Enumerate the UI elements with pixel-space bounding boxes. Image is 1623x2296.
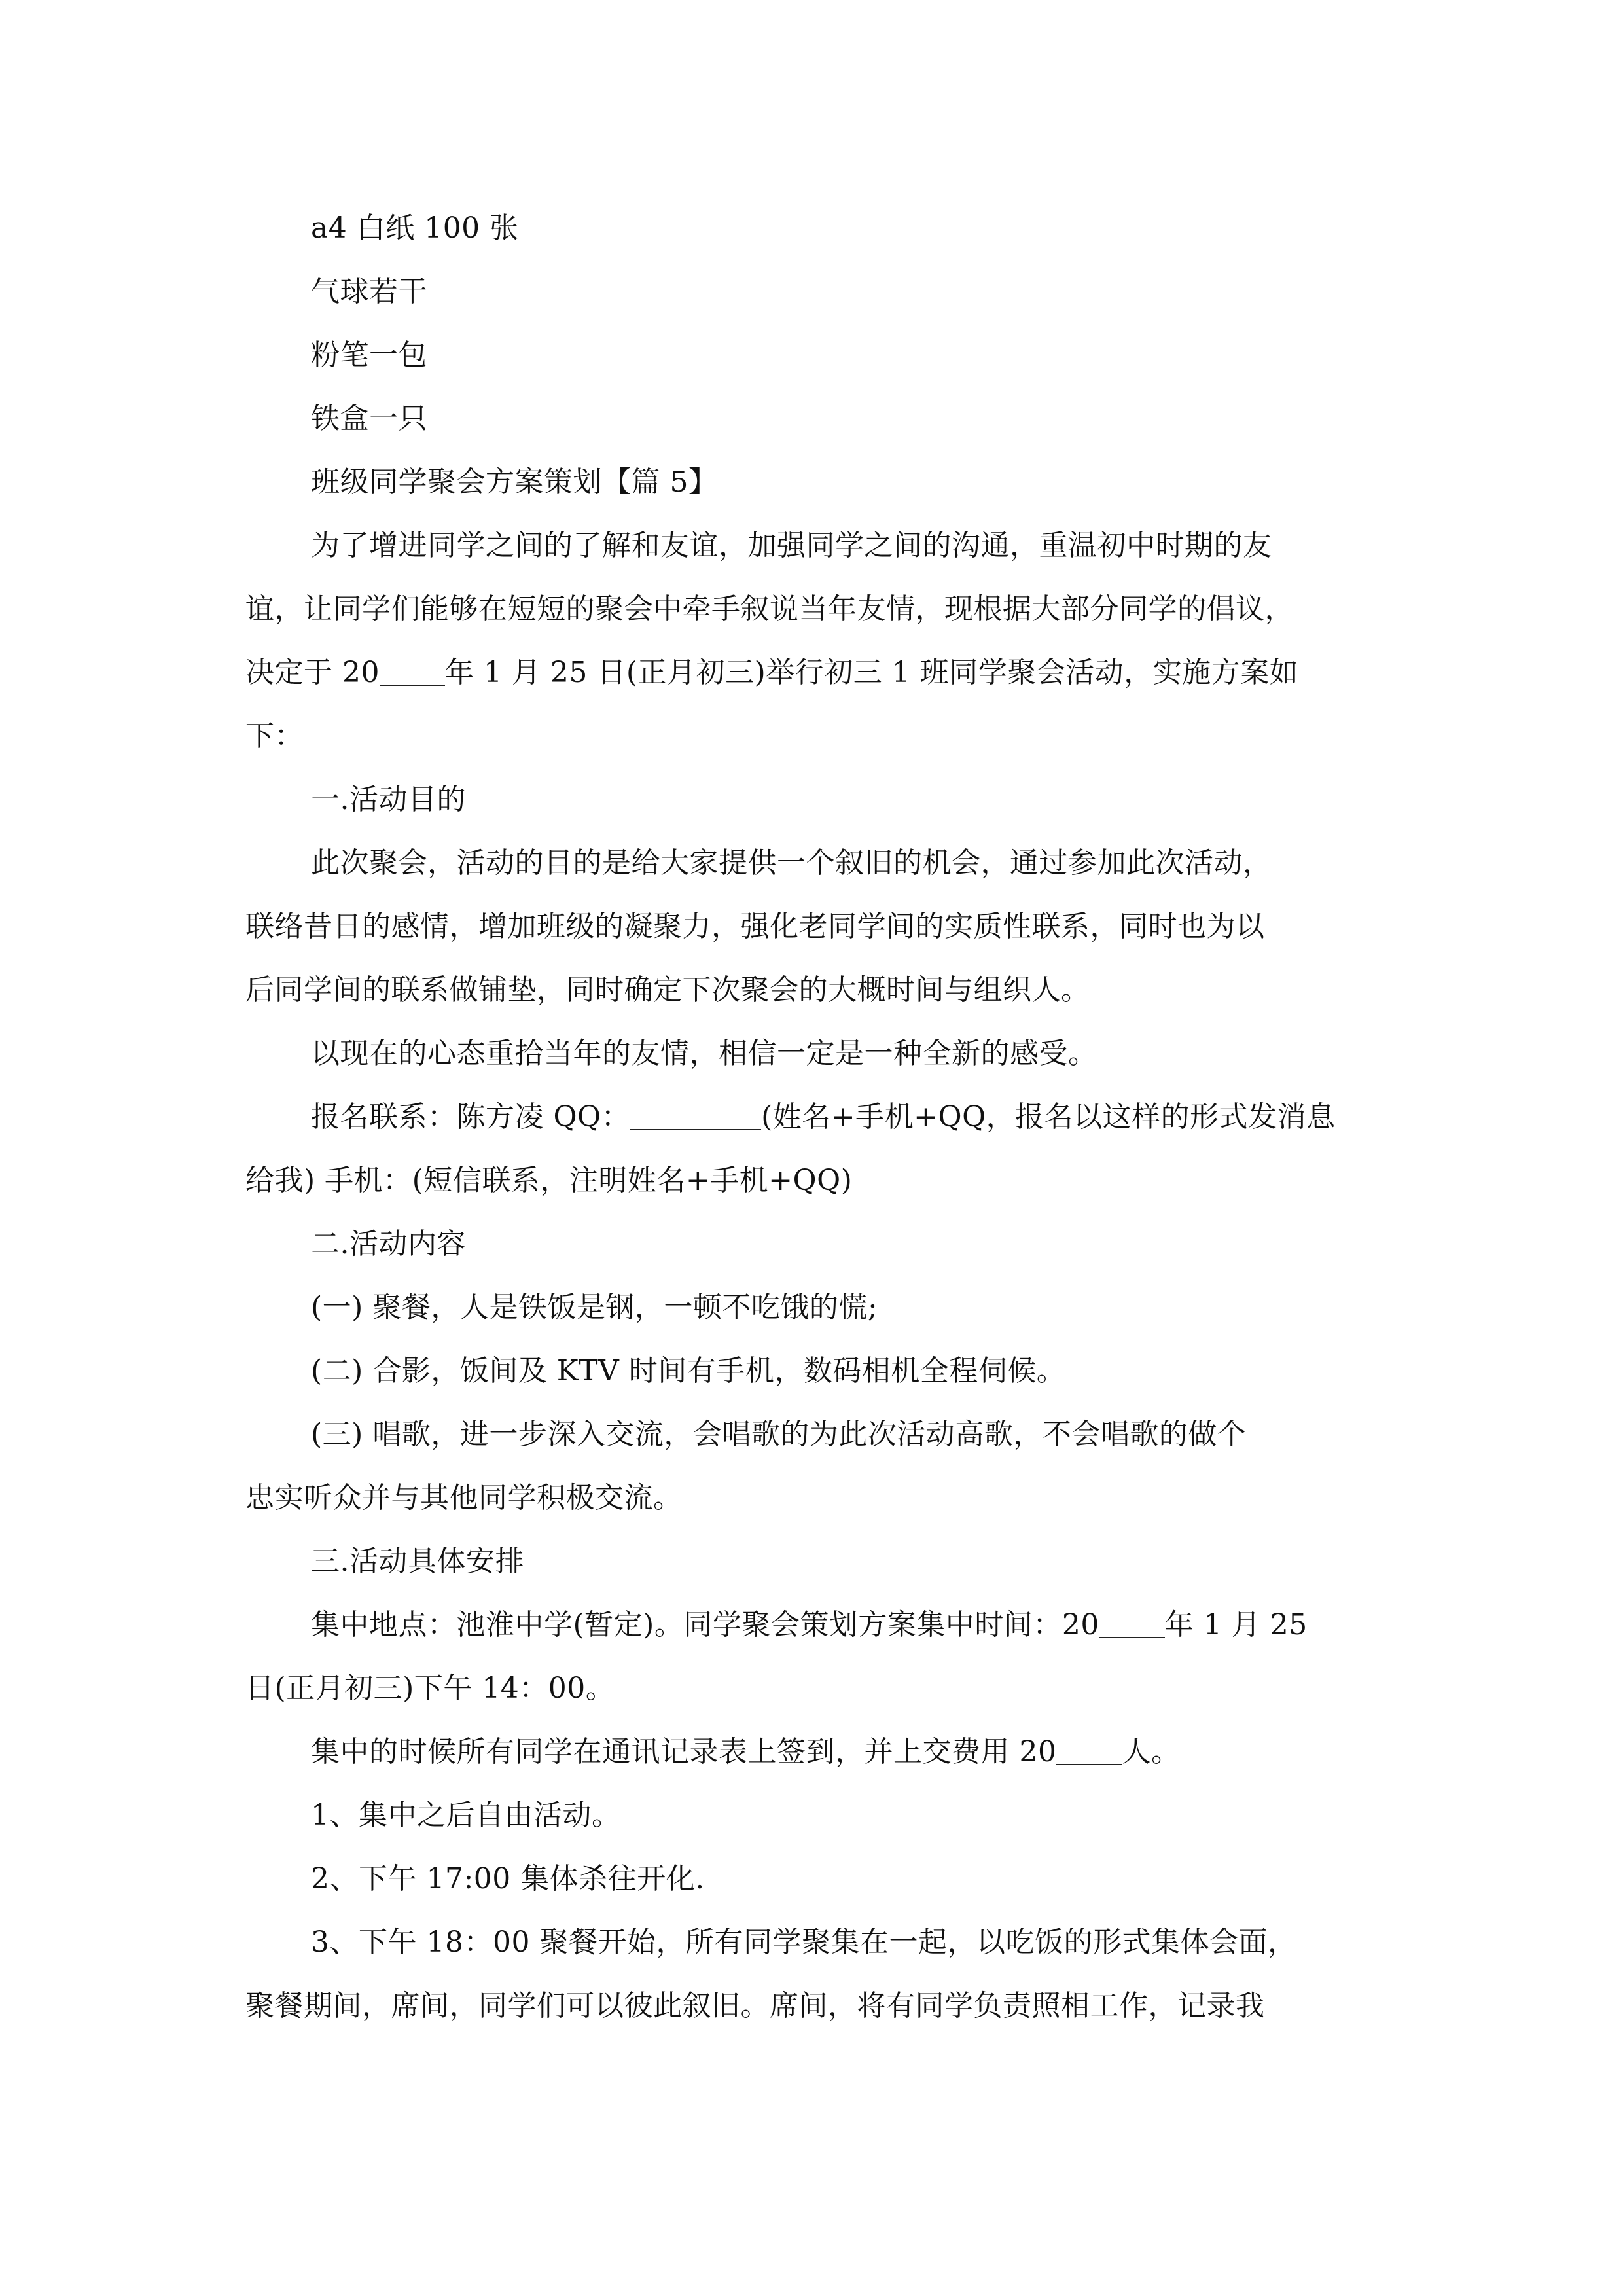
intro-line-3-text-a: 决定于 20 bbox=[245, 656, 380, 689]
schedule-item-3-text-2: 聚餐期间，席间，同学们可以彼此叙旧。席间，将有同学负责照相工作，记录我 bbox=[245, 1989, 1265, 2022]
schedule-item-2-text: 2、下午 17:00 集体杀往开化. bbox=[311, 1862, 705, 1895]
year-blank bbox=[380, 658, 445, 686]
schedule-item-3-text-1: 3、下午 18：00 聚餐开始，所有同学聚集在一起，以吃饭的形式集体会面， bbox=[311, 1926, 1297, 1959]
meeting-place-line-1 bbox=[245, 1593, 1384, 1657]
content-item-dinner bbox=[245, 1276, 1384, 1339]
document-body bbox=[245, 196, 1384, 2037]
purpose-paragraph-line-2 bbox=[245, 895, 1384, 958]
schedule-item-1 bbox=[245, 1784, 1384, 1847]
purpose-line-3-text: 后同学间的联系做铺垫，同时确定下次聚会的大概时间与组织人。 bbox=[245, 973, 1090, 1007]
intro-paragraph-line-1 bbox=[245, 514, 1384, 577]
supply-item-paper-text: a4 白纸 100 张 bbox=[311, 211, 519, 245]
supply-item-chalk-text: 粉笔一包 bbox=[311, 338, 427, 372]
meeting-place-text-a: 集中地点：池淮中学(暂定)。同学聚会策划方案集中时间：20 bbox=[311, 1608, 1099, 1641]
purpose-line-1-text: 此次聚会，活动的目的是给大家提供一个叙旧的机会，通过参加此次活动， bbox=[311, 846, 1272, 880]
content-item-photo-text: (二) 合影，饭间及 KTV 时间有手机，数码相机全程伺候。 bbox=[311, 1354, 1066, 1388]
content-item-singing-line-2 bbox=[245, 1466, 1384, 1530]
sign-in-text-b: 人。 bbox=[1122, 1735, 1181, 1768]
mindset-text: 以现在的心态重拾当年的友情，相信一定是一种全新的感受。 bbox=[311, 1037, 1097, 1070]
supply-item-balloons-text: 气球若干 bbox=[311, 275, 427, 308]
intro-paragraph-line-3 bbox=[245, 641, 1384, 704]
heading-activity-content bbox=[245, 1212, 1384, 1276]
intro-line-2-text: 谊，让同学们能够在短短的聚会中牵手叙说当年友情，现根据大部分同学的倡议， bbox=[245, 592, 1294, 626]
mindset-paragraph bbox=[245, 1022, 1384, 1085]
meeting-place-line-2 bbox=[245, 1657, 1384, 1720]
supply-item-balloons bbox=[245, 260, 1384, 323]
sign-in-text-a: 集中的时候所有同学在通讯记录表上签到，并上交费用 20 bbox=[311, 1735, 1057, 1768]
sign-in-paragraph bbox=[245, 1720, 1384, 1784]
purpose-line-2-text: 联络昔日的感情，增加班级的凝聚力，强化老同学间的实质性联系，同时也为以 bbox=[245, 910, 1265, 943]
intro-line-3-text-b: 年 1 月 25 日(正月初三)举行初三 1 班同学聚会活动，实施方案如 bbox=[444, 656, 1299, 689]
purpose-paragraph-line-3 bbox=[245, 958, 1384, 1022]
meeting-time-text: 日(正月初三)下午 14：00。 bbox=[245, 1672, 615, 1705]
heading-schedule-text: 三.活动具体安排 bbox=[311, 1545, 524, 1578]
content-item-singing-text-1: (三) 唱歌，进一步深入交流，会唱歌的为此次活动高歌，不会唱歌的做个 bbox=[311, 1418, 1247, 1451]
intro-line-1-text: 为了增进同学之间的了解和友谊，加强同学之间的沟通，重温初中时期的友 bbox=[311, 529, 1272, 562]
registration-contact-text: 报名联系：陈方凌 QQ： bbox=[311, 1100, 631, 1134]
heading-activity-purpose bbox=[245, 768, 1384, 831]
content-item-dinner-text: (一) 聚餐，人是铁饭是钢，一顿不吃饿的慌; bbox=[311, 1291, 878, 1324]
supply-item-tin-box bbox=[245, 387, 1384, 450]
schedule-item-3-line-1 bbox=[245, 1910, 1384, 1974]
registration-line-2 bbox=[245, 1149, 1384, 1212]
section-title bbox=[245, 450, 1384, 514]
registration-line-1 bbox=[245, 1085, 1384, 1149]
purpose-paragraph-line-1 bbox=[245, 831, 1384, 895]
qq-blank bbox=[630, 1103, 761, 1130]
schedule-item-3-line-2 bbox=[245, 1974, 1384, 2037]
heading-activity-content-text: 二.活动内容 bbox=[311, 1227, 466, 1261]
registration-phone-text: 给我) 手机：(短信联系，注明姓名+手机+QQ) bbox=[245, 1164, 853, 1197]
intro-paragraph-line-2 bbox=[245, 577, 1384, 641]
schedule-item-2 bbox=[245, 1847, 1384, 1910]
content-item-singing-line-1 bbox=[245, 1403, 1384, 1466]
meeting-year-blank bbox=[1099, 1611, 1165, 1638]
registration-format-text: (姓名+手机+QQ，报名以这样的形式发消息 bbox=[761, 1100, 1336, 1134]
schedule-item-1-text: 1、集中之后自由活动。 bbox=[311, 1799, 621, 1832]
meeting-place-text-b: 年 1 月 25 bbox=[1164, 1608, 1308, 1641]
intro-paragraph-line-4 bbox=[245, 704, 1384, 768]
content-item-photo bbox=[245, 1339, 1384, 1403]
heading-schedule bbox=[245, 1530, 1384, 1593]
supply-item-paper bbox=[245, 196, 1384, 260]
fee-blank bbox=[1056, 1738, 1122, 1765]
section-title-text: 班级同学聚会方案策划【篇 5】 bbox=[311, 465, 718, 499]
heading-activity-purpose-text: 一.活动目的 bbox=[311, 783, 466, 816]
supply-item-chalk bbox=[245, 323, 1384, 387]
content-item-singing-text-2: 忠实听众并与其他同学积极交流。 bbox=[245, 1481, 683, 1515]
intro-line-4-text: 下： bbox=[245, 719, 304, 753]
supply-item-tin-box-text: 铁盒一只 bbox=[311, 402, 427, 435]
